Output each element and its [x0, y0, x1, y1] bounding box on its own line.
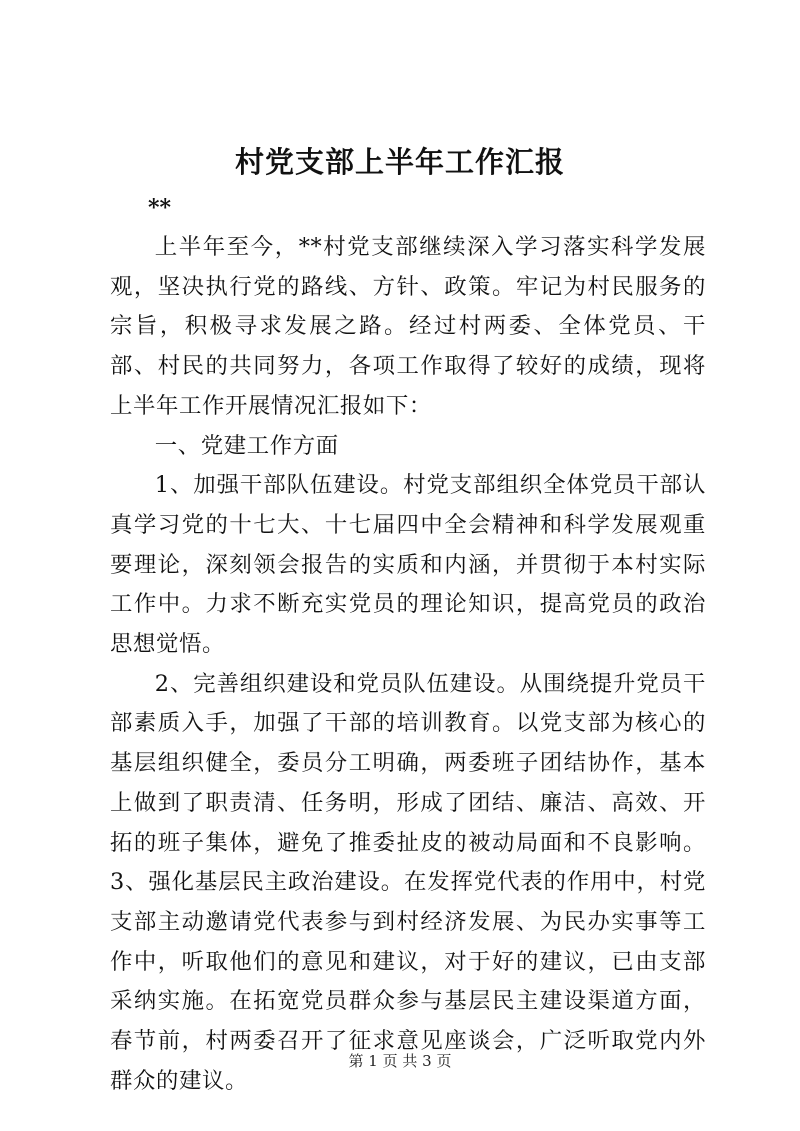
- document-body: [110, 228, 706, 1101]
- page-footer: 第 1 页 共 3 页: [348, 1052, 452, 1070]
- paragraph-item-1: 1、加强干部队伍建设。村党支部组织全体党员干部认真学习党的十七大、十七届四中全会精神和科学发展观重要理论，深刻领会报告的实质和内涵，并贯彻于本村实际工作中。力求不断充实党员的理论知识，提高党员的政治思想觉悟。: [110, 472, 706, 658]
- document-author: **: [148, 195, 172, 221]
- section-heading: 一、党建工作方面: [154, 432, 339, 459]
- paragraph-item-2: 2、完善组织建设和党员队伍建设。从围绕提升党员干部素质入手，加强了干部的培训教育。以党支部为核心的基层组织健全，委员分工明确，两委班子团结协作，基本上做到了职责清、任务明，形成了团结、廉洁、高效、开拓的班子集体，避免了推委扯皮的被动局面和不良影响。3、强化基层民主政治建设。在发挥党代表的作用中，村党支部主动邀请党代表参与到村经济发展、为民办实事等工作中，听取他们的意见和建议，对于好的建议，已由支部采纳实施。在拓宽党员群众参与基层民主建设渠道方面，春节前，村两委召开了征求意见座谈会，广泛听取党内外群众的建议。: [110, 670, 706, 1094]
- document-title: 村党支部上半年工作汇报: [234, 145, 565, 179]
- paragraph-intro: 上半年至今，**村党支部继续深入学习落实科学发展观，坚决执行党的路线、方针、政策。牢记为村民服务的宗旨，积极寻求发展之路。经过村两委、全体党员、干部、村民的共同努力，各项工作取得了较好的成绩，现将上半年工作开展情况汇报如下：: [110, 234, 706, 419]
